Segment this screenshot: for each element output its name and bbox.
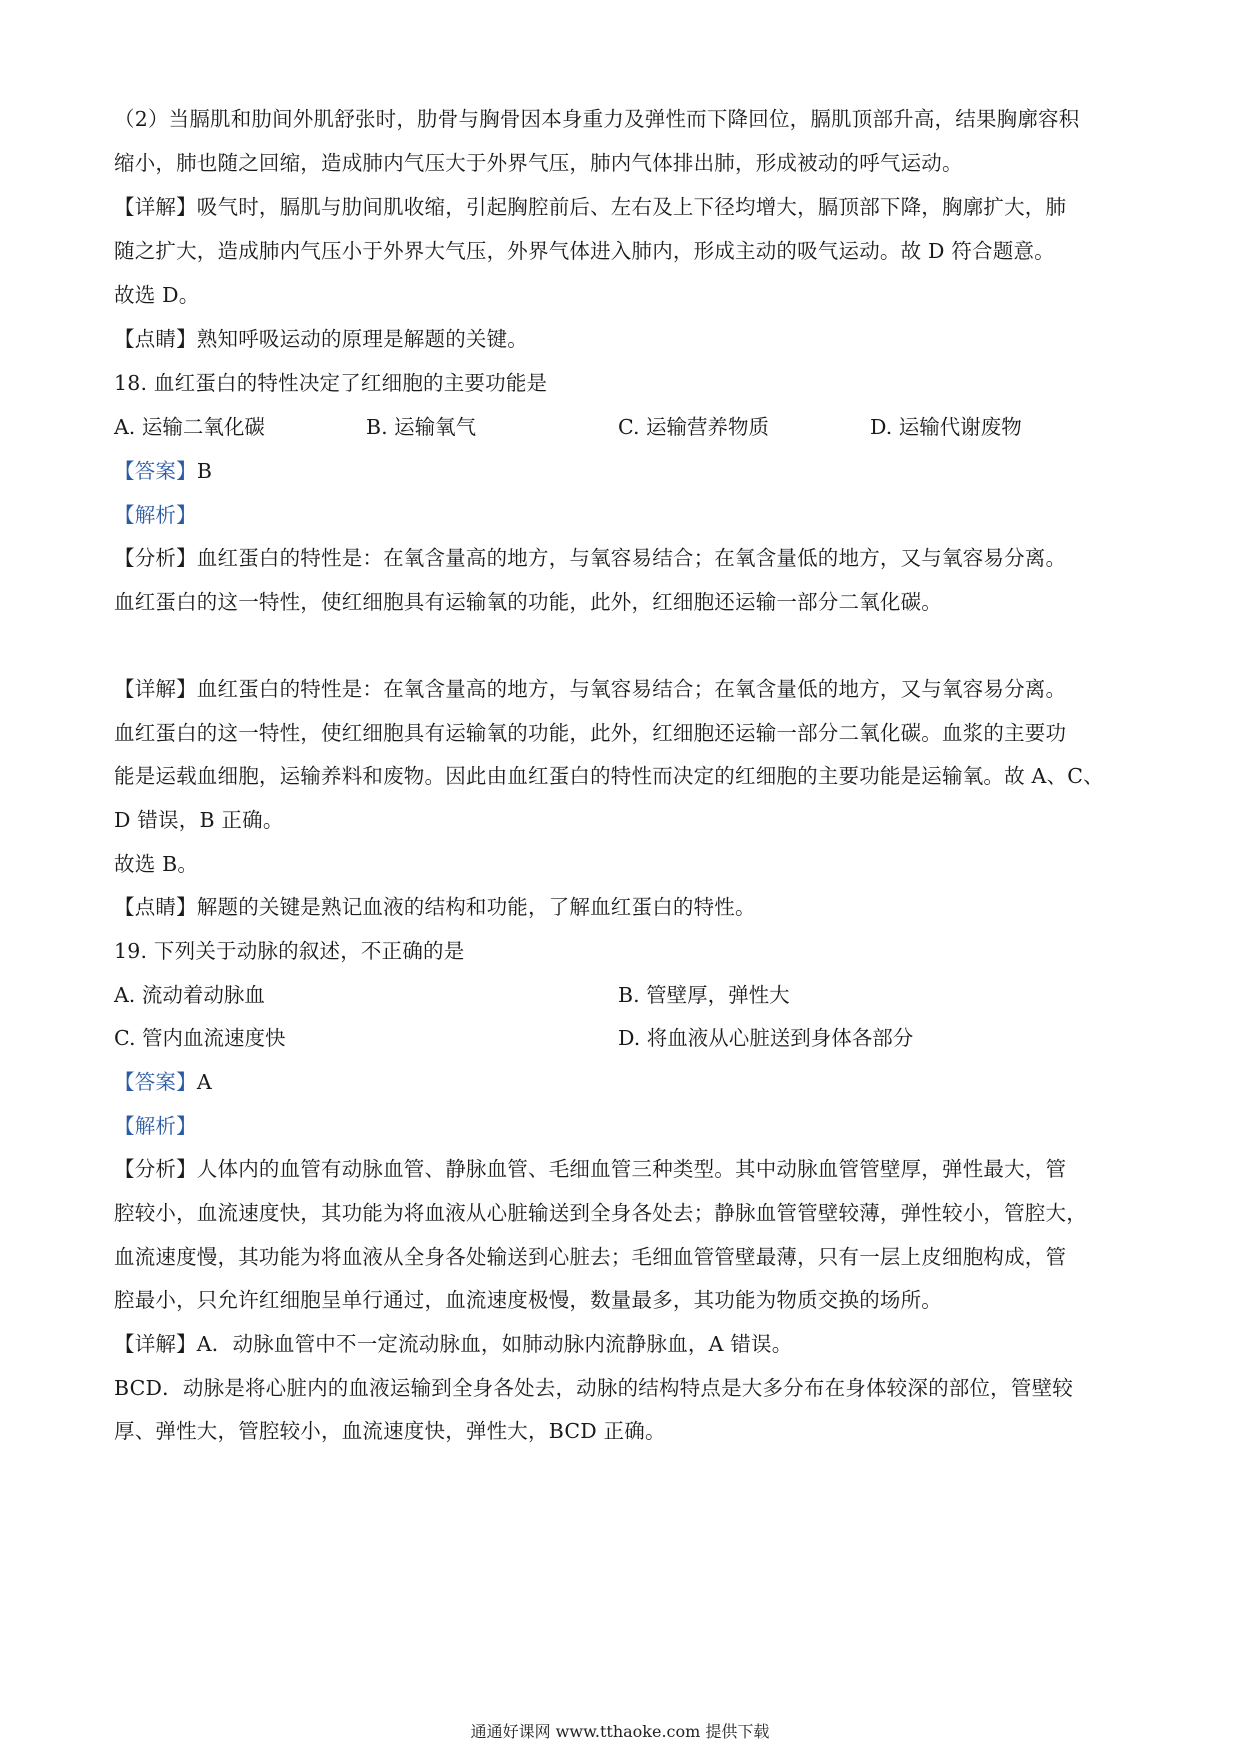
paragraph-line: 缩小，肺也随之回缩，造成肺内气压大于外界气压，肺内气体排出肺，形成被动的呼气运动。 (114, 151, 963, 175)
q19-analysis-line: 【分析】人体内的血管有动脉血管、静脉血管、毛细血管三种类型。其中动脉血管管壁厚，弹性最大，管 (114, 1157, 1067, 1181)
q18-option-c: C. 运输营养物质 (618, 415, 769, 439)
q19-option-d: D. 将血液从心脏送到身体各部分 (618, 1026, 914, 1050)
q18-option-d: D. 运输代谢废物 (870, 415, 1022, 439)
key-point-line: 【点睛】熟知呼吸运动的原理是解题的关键。 (114, 327, 528, 351)
q19-detail-line: BCD．动脉是将心脏内的血液运输到全身各处去，动脉的结构特点是大多分布在身体较深的部位，管壁较 (114, 1376, 1073, 1400)
q18-choice: 故选 B。 (114, 852, 199, 876)
q18-detail-line: 【详解】血红蛋白的特性是：在氧含量高的地方，与氧容易结合；在氧含量低的地方，又与氧容易分离。 (114, 677, 1067, 701)
q18-detail-line: 能是运载血细胞，运输养料和废物。因此由血红蛋白的特性而决定的红细胞的主要功能是运输氧。故 A、C、 (114, 764, 1104, 788)
q18-answer (114, 456, 1126, 486)
question-18: 18. 血红蛋白的特性决定了红细胞的主要功能是 (114, 371, 548, 395)
q19-option-a: A. 流动着动脉血 (114, 983, 265, 1007)
q18-key-point: 【点睛】解题的关键是熟记血液的结构和功能，了解血红蛋白的特性。 (114, 895, 756, 919)
q19-option-c: C. 管内血流速度快 (114, 1026, 286, 1050)
choice-conclusion: 故选 D。 (114, 283, 200, 307)
q19-analysis-line: 腔较小，血流速度快，其功能为将血液从心脏输送到全身各处去；静脉血管管壁较薄，弹性较小，管腔大， (114, 1201, 1087, 1225)
answer-value: A (196, 1070, 212, 1094)
paragraph-line: （2）当膈肌和肋间外肌舒张时，肋骨与胸骨因本身重力及弹性而下降回位，膈肌顶部升高，结果胸廓容积 (114, 107, 1080, 131)
detail-line: 【详解】吸气时，膈肌与肋间肌收缩，引起胸腔前后、左右及上下径均增大，膈顶部下降，胸廓扩大，肺 (114, 195, 1067, 219)
q19-detail-line: 厚、弹性大，管腔较小，血流速度快，弹性大，BCD 正确。 (114, 1419, 666, 1443)
q19-answer (114, 1067, 1126, 1097)
page-footer: 通通好课网 www.tthaoke.com 提供下载 (470, 1722, 770, 1741)
question-19: 19. 下列关于动脉的叙述，不正确的是 (114, 939, 465, 963)
q18-analysis-line: 血红蛋白的这一特性，使红细胞具有运输氧的功能，此外，红细胞还运输一部分二氧化碳。 (114, 590, 942, 614)
q18-option-a: A. 运输二氧化碳 (114, 415, 265, 439)
q19-detail-line: 【详解】A．动脉血管中不一定流动脉血，如肺动脉内流静脉血，A 错误。 (114, 1332, 793, 1356)
q19-option-b: B. 管壁厚，弹性大 (618, 983, 790, 1007)
detail-line: 随之扩大，造成肺内气压小于外界大气压，外界气体进入肺内，形成主动的吸气运动。故 D 符合题意。 (114, 239, 1055, 263)
q19-analysis-line: 腔最小，只允许红细胞呈单行通过，血流速度极慢，数量最多，其功能为物质交换的场所。 (114, 1288, 942, 1312)
q18-analysis-tag: 【解析】 (114, 503, 197, 527)
q18-detail-line: 血红蛋白的这一特性，使红细胞具有运输氧的功能，此外，红细胞还运输一部分二氧化碳。血浆的主要功 (114, 721, 1067, 745)
q18-analysis-line: 【分析】血红蛋白的特性是：在氧含量高的地方，与氧容易结合；在氧含量低的地方，又与氧容易分离。 (114, 546, 1067, 570)
q19-analysis-line: 血流速度慢，其功能为将血液从全身各处输送到心脏去；毛细血管管壁最薄，只有一层上皮细胞构成，管 (114, 1245, 1067, 1269)
q19-analysis-tag: 【解析】 (114, 1114, 197, 1138)
q18-option-b: B. 运输氧气 (366, 415, 477, 439)
answer-tag: 【答案】 (114, 459, 197, 483)
q18-detail-line: D 错误，B 正确。 (114, 808, 284, 832)
answer-tag: 【答案】 (114, 1070, 197, 1094)
answer-value: B (196, 459, 213, 483)
